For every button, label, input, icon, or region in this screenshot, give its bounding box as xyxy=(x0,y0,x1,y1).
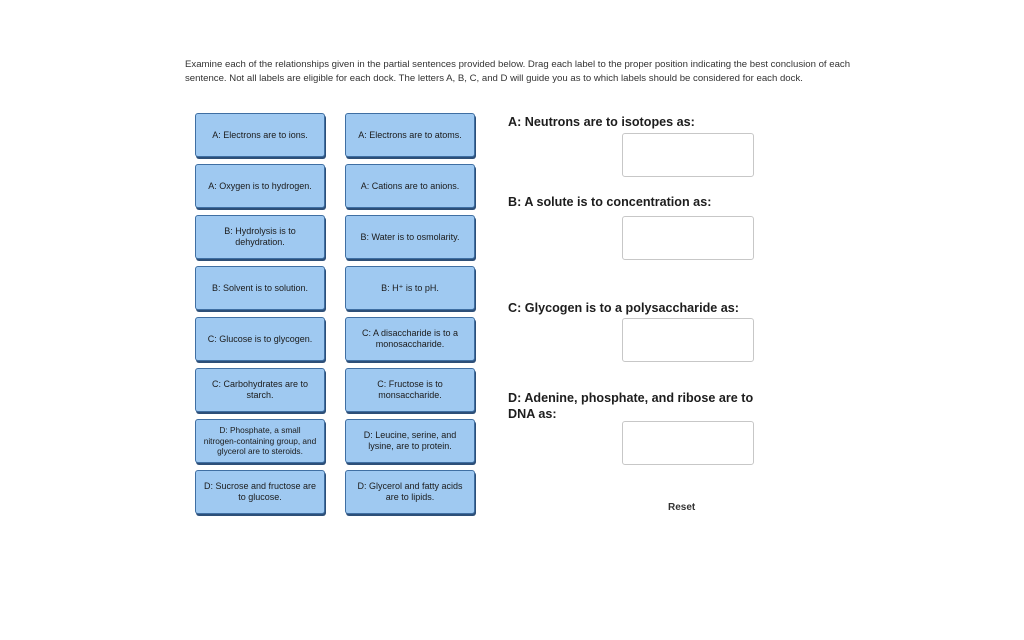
drag-label[interactable]: A: Electrons are to atoms. xyxy=(345,113,475,157)
drag-label[interactable]: B: Solvent is to solution. xyxy=(195,266,325,310)
drag-label[interactable]: D: Glycerol and fatty acids are to lipids. xyxy=(345,470,475,514)
instructions-text: Examine each of the relationships given in the partial sentences provided below. Drag each label to the proper position indicating the best conclusion of each sentence. Not all labels are eligible for each dock. The letters A, B, C, and D will guide you as to which labels should be considered for each dock. xyxy=(185,59,851,84)
drag-label[interactable]: A: Electrons are to ions. xyxy=(195,113,325,157)
drag-label[interactable]: D: Leucine, serine, and lysine, are to protein. xyxy=(345,419,475,463)
question-a: A: Neutrons are to isotopes as: xyxy=(508,115,695,129)
dock-c[interactable] xyxy=(622,318,754,362)
reset-button[interactable]: Reset xyxy=(660,500,703,515)
drag-label[interactable]: A: Cations are to anions. xyxy=(345,164,475,208)
drag-label[interactable]: D: Sucrose and fructose are to glucose. xyxy=(195,470,325,514)
drag-label[interactable]: B: Water is to osmolarity. xyxy=(345,215,475,259)
drag-label[interactable]: A: Oxygen is to hydrogen. xyxy=(195,164,325,208)
drag-label[interactable]: C: A disaccharide is to a monosaccharide. xyxy=(345,317,475,361)
dock-d[interactable] xyxy=(622,421,754,465)
drag-label[interactable]: D: Phosphate, a small nitrogen-containing group, and glycerol are to steroids. xyxy=(195,419,325,463)
question-d: D: Adenine, phosphate, and ribose are to DNA as: xyxy=(508,391,754,421)
drag-label[interactable]: C: Carbohydrates are to starch. xyxy=(195,368,325,412)
question-c: C: Glycogen is to a polysaccharide as: xyxy=(508,301,739,315)
drag-label[interactable]: C: Glucose is to glycogen. xyxy=(195,317,325,361)
question-b: B: A solute is to concentration as: xyxy=(508,195,712,209)
drag-label[interactable]: B: H⁺ is to pH. xyxy=(345,266,475,310)
dock-a[interactable] xyxy=(622,133,754,177)
drag-label[interactable]: C: Fructose is to monsaccharide. xyxy=(345,368,475,412)
dock-b[interactable] xyxy=(622,216,754,260)
drag-label[interactable]: B: Hydrolysis is to dehydration. xyxy=(195,215,325,259)
